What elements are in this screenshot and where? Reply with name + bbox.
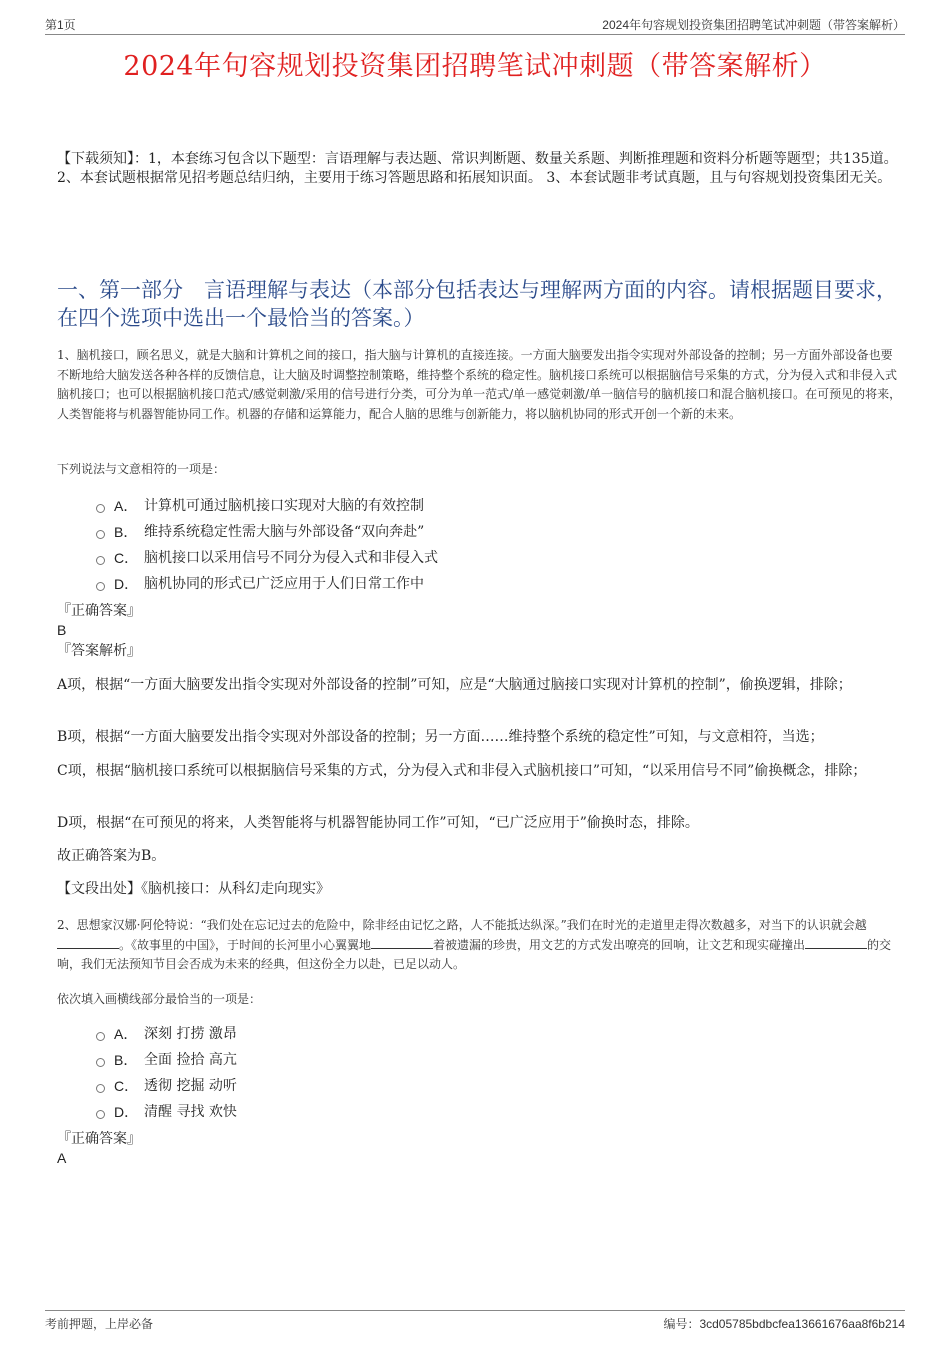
footer-serial: 编号：3cd05785bdbcfea13661676aa8f6b214 (663, 1317, 905, 1331)
footer-slogan: 考前押题，上岸必备 (45, 1317, 154, 1331)
section-title: 一、第一部分 言语理解与表达（本部分包括表达与理解两方面的内容。请根据题目要求，在四个选项中选出一个最恰当的答案。） (57, 278, 897, 330)
page-footer (45, 1310, 905, 1337)
q1-option-c[interactable]: C． 脑机接口以采用信号不同分为侵入式和非侵入式 (96, 545, 438, 571)
q2-option-c[interactable]: C． 透彻 挖掘 动听 (96, 1073, 237, 1099)
q1-option-b[interactable]: B． 维持系统稳定性需大脑与外部设备“双向奔赴” (96, 519, 438, 545)
radio-icon[interactable] (96, 582, 105, 591)
q1-options (96, 493, 438, 597)
radio-icon[interactable] (96, 504, 105, 513)
q1-option-a[interactable]: A． 计算机可通过脑机接口实现对大脑的有效控制 (96, 493, 438, 519)
q1-analysis-c: C项，根据“脑机接口系统可以根据脑信号采集的方式，分为侵入式和非侵入式脑机接口”可知，“以采用信号不同”偷换概念，排除； (57, 763, 867, 779)
radio-icon[interactable] (96, 1110, 105, 1119)
page-title: 2024年句容规划投资集团招聘笔试冲刺题（带答案解析） (123, 51, 827, 82)
q1-prompt: 下列说法与文意相符的一项是： (57, 462, 226, 476)
q1-analysis-b: B项，根据“一方面大脑要发出指令实现对外部设备的控制；另一方面……维持整个系统的稳定性”可知，与文意相符，当选； (57, 729, 824, 745)
q2-options (96, 1021, 237, 1125)
header-doc-title: 2024年句容规划投资集团招聘笔试冲刺题（带答案解析） (602, 18, 905, 32)
blank-3 (805, 936, 867, 949)
radio-icon[interactable] (96, 530, 105, 539)
q2-stem: 2、思想家汉娜·阿伦特说：“我们处在忘记过去的危险中，除非经由记忆之路，人不能抵达纵深。”我们在时光的走道里走得次数越多，对当下的认识就会越。《故事里的中国》，于时间的长河里小心翼翼地 着被遗漏的珍贵，用文艺的方式发出嘹亮的回响，让文艺和现实碰撞出 的交响，我们无法预知节目会否成为未来的经典，但这份全力以赴，已足以动人。 (57, 918, 892, 971)
q2-answer-label: 『正确答案』 (57, 1131, 141, 1147)
q1-analysis-d: D项，根据“在可预见的将来，人类智能将与机器智能协同工作”可知，“已广泛应用于”偷换时态，排除。 (57, 815, 699, 831)
q1-analysis-label: 『答案解析』 (57, 643, 141, 659)
q1-analysis-a: A项，根据“一方面大脑要发出指令实现对外部设备的控制”可知，应是“大脑通过脑接口实现对计算机的控制”，偷换逻辑，排除； (57, 677, 852, 693)
radio-icon[interactable] (96, 1058, 105, 1067)
radio-icon[interactable] (96, 1032, 105, 1041)
radio-icon[interactable] (96, 1084, 105, 1093)
q2-answer: A (57, 1150, 67, 1166)
q2-option-b[interactable]: B． 全面 捡拾 高亢 (96, 1047, 237, 1073)
page-header (45, 14, 905, 35)
q2-option-a[interactable]: A． 深刻 打捞 激昂 (96, 1021, 237, 1047)
q1-source: 【文段出处】《脑机接口：从科幻走向现实》 (57, 881, 330, 897)
q1-option-d[interactable]: D． 脑机协同的形式已广泛应用于人们日常工作中 (96, 571, 438, 597)
blank-2 (371, 936, 433, 949)
q2-prompt: 依次填入画横线部分最恰当的一项是： (57, 992, 262, 1006)
q1-conclusion: 故正确答案为B。 (57, 848, 166, 864)
page-number: 第1页 (45, 18, 76, 32)
q1-stem: 1、脑机接口，顾名思义，就是大脑和计算机之间的接口，指大脑与计算机的直接连接。一方面大脑要发出指令实现对外部设备的控制；另一方面外部设备也要不断地给大脑发送各种各样的反馈信息，让大脑及时调整控制策略，维持整个系统的稳定性。脑机接口系统可以根据脑信号采集的方式，分为侵入式和非侵入式脑机接口；也可以根据脑机接口范式/感觉刺激/采用的信号进行分类，可分为单一范式/单一感觉刺激/单一脑信号的脑机接口和混合脑机接口。在可预见的将来，人类智能将与机器智能协同工作。机器的存储和运算能力，配合人脑的思维与创新能力，将以脑机协同的形式开创一个新的未来。 (57, 348, 902, 421)
q1-answer: B (57, 622, 67, 638)
blank-1 (57, 936, 119, 949)
q2-option-d[interactable]: D． 清醒 寻找 欢快 (96, 1099, 237, 1125)
radio-icon[interactable] (96, 556, 105, 565)
q1-answer-label: 『正确答案』 (57, 603, 141, 619)
download-notice: 【下载须知】：1，本套练习包含以下题型：言语理解与表达题、常识判断题、数量关系题、判断推理题和资料分析题等题型；共135道。 2、本套试题根据常见招考题总结归纳，主要用于练习答题思路和拓展知识面。 3、本套试题非考试真题，且与句容规划投资集团无关。 (57, 151, 898, 186)
